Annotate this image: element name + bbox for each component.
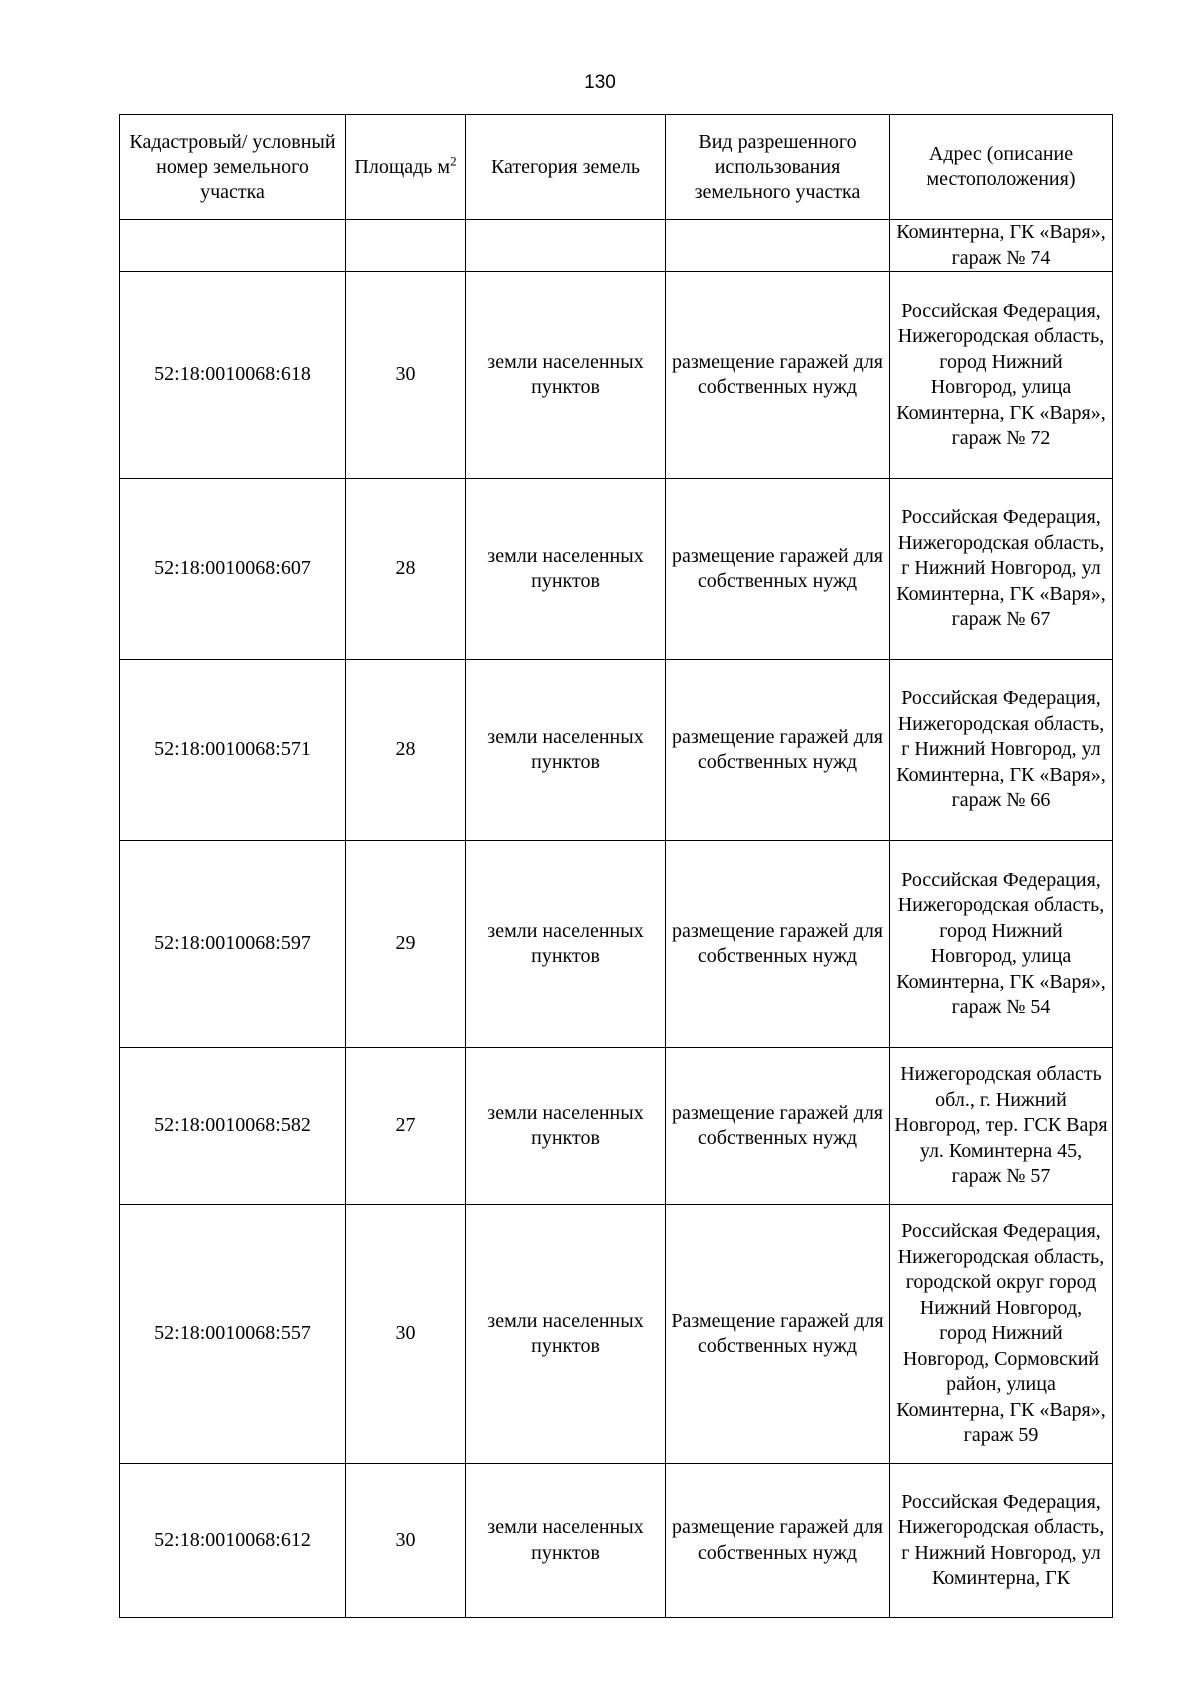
table-row <box>120 479 1113 660</box>
cell-category: земли населенных пунктов <box>466 841 666 1048</box>
cell-cadastral: 52:18:0010068:597 <box>120 841 346 1048</box>
cell-use: размещение гаражей для собственных нужд <box>666 841 890 1048</box>
cell-cadastral <box>120 220 346 272</box>
cell-area: 29 <box>346 841 466 1048</box>
cell-cadastral: 52:18:0010068:607 <box>120 479 346 660</box>
cell-category: земли населенных пунктов <box>466 272 666 479</box>
cell-use: размещение гаражей для собственных нужд <box>666 1464 890 1618</box>
cell-category: земли населенных пунктов <box>466 660 666 841</box>
header-category: Категория земель <box>466 115 666 220</box>
cell-address: Российская Федерация, Нижегородская область, г Нижний Новгород, ул Коминтерна, ГК «Варя», гараж № 67 <box>890 479 1113 660</box>
cell-cadastral: 52:18:0010068:618 <box>120 272 346 479</box>
cell-use: Размещение гаражей для собственных нужд <box>666 1205 890 1464</box>
cell-address: Российская Федерация, Нижегородская область, г Нижний Новгород, ул Коминтерна, ГК «Варя», гараж № 66 <box>890 660 1113 841</box>
header-cadastral: Кадастровый/ условный номер земельного участка <box>120 115 346 220</box>
cell-address: Российская Федерация, Нижегородская область, г Нижний Новгород, ул Коминтерна, ГК <box>890 1464 1113 1618</box>
cell-use: размещение гаражей для собственных нужд <box>666 660 890 841</box>
cell-category: земли населенных пунктов <box>466 479 666 660</box>
cell-area: 27 <box>346 1048 466 1205</box>
cell-area: 30 <box>346 1464 466 1618</box>
cell-category: земли населенных пунктов <box>466 1205 666 1464</box>
table-row <box>120 1048 1113 1205</box>
table-row <box>120 272 1113 479</box>
cell-cadastral: 52:18:0010068:557 <box>120 1205 346 1464</box>
cell-use: размещение гаражей для собственных нужд <box>666 272 890 479</box>
cell-use: размещение гаражей для собственных нужд <box>666 479 890 660</box>
cell-use <box>666 220 890 272</box>
header-area-label: Площадь м <box>354 155 451 178</box>
header-address: Адрес (описание местоположения) <box>890 115 1113 220</box>
cell-category: земли населенных пунктов <box>466 1464 666 1618</box>
cell-cadastral: 52:18:0010068:582 <box>120 1048 346 1205</box>
continuation-row <box>120 220 1113 272</box>
cell-category <box>466 220 666 272</box>
table-row <box>120 660 1113 841</box>
cell-area <box>346 220 466 272</box>
cell-address: Российская Федерация, Нижегородская область, городской округ город Нижний Новгород, город Нижний Новгород, Сормовский район, улица Коминтерна, ГК «Варя», гараж 59 <box>890 1205 1113 1464</box>
page-number: 130 <box>584 72 616 93</box>
cell-area: 30 <box>346 1205 466 1464</box>
table-header-row <box>120 115 1113 220</box>
cell-area: 30 <box>346 272 466 479</box>
header-use: Вид разрешенного использования земельного участка <box>666 115 890 220</box>
cell-area: 28 <box>346 479 466 660</box>
cell-cadastral: 52:18:0010068:571 <box>120 660 346 841</box>
cell-cadastral: 52:18:0010068:612 <box>120 1464 346 1618</box>
cell-address: Коминтерна, ГК «Варя», гараж № 74 <box>890 220 1113 272</box>
table-row <box>120 841 1113 1048</box>
cell-category: земли населенных пунктов <box>466 1048 666 1205</box>
cell-area: 28 <box>346 660 466 841</box>
header-area <box>346 115 466 220</box>
table-row <box>120 1205 1113 1464</box>
land-plots-table <box>119 114 1113 1618</box>
cell-address: Нижегородская область обл., г. Нижний Новгород, тер. ГСК Варя ул. Коминтерна 45, гараж № 57 <box>890 1048 1113 1205</box>
cell-address: Российская Федерация, Нижегородская область, город Нижний Новгород, улица Коминтерна, ГК «Варя», гараж № 72 <box>890 272 1113 479</box>
table-row <box>120 1464 1113 1618</box>
cell-use: размещение гаражей для собственных нужд <box>666 1048 890 1205</box>
cell-address: Российская Федерация, Нижегородская область, город Нижний Новгород, улица Коминтерна, ГК «Варя», гараж № 54 <box>890 841 1113 1048</box>
header-area-superscript: 2 <box>450 152 457 168</box>
